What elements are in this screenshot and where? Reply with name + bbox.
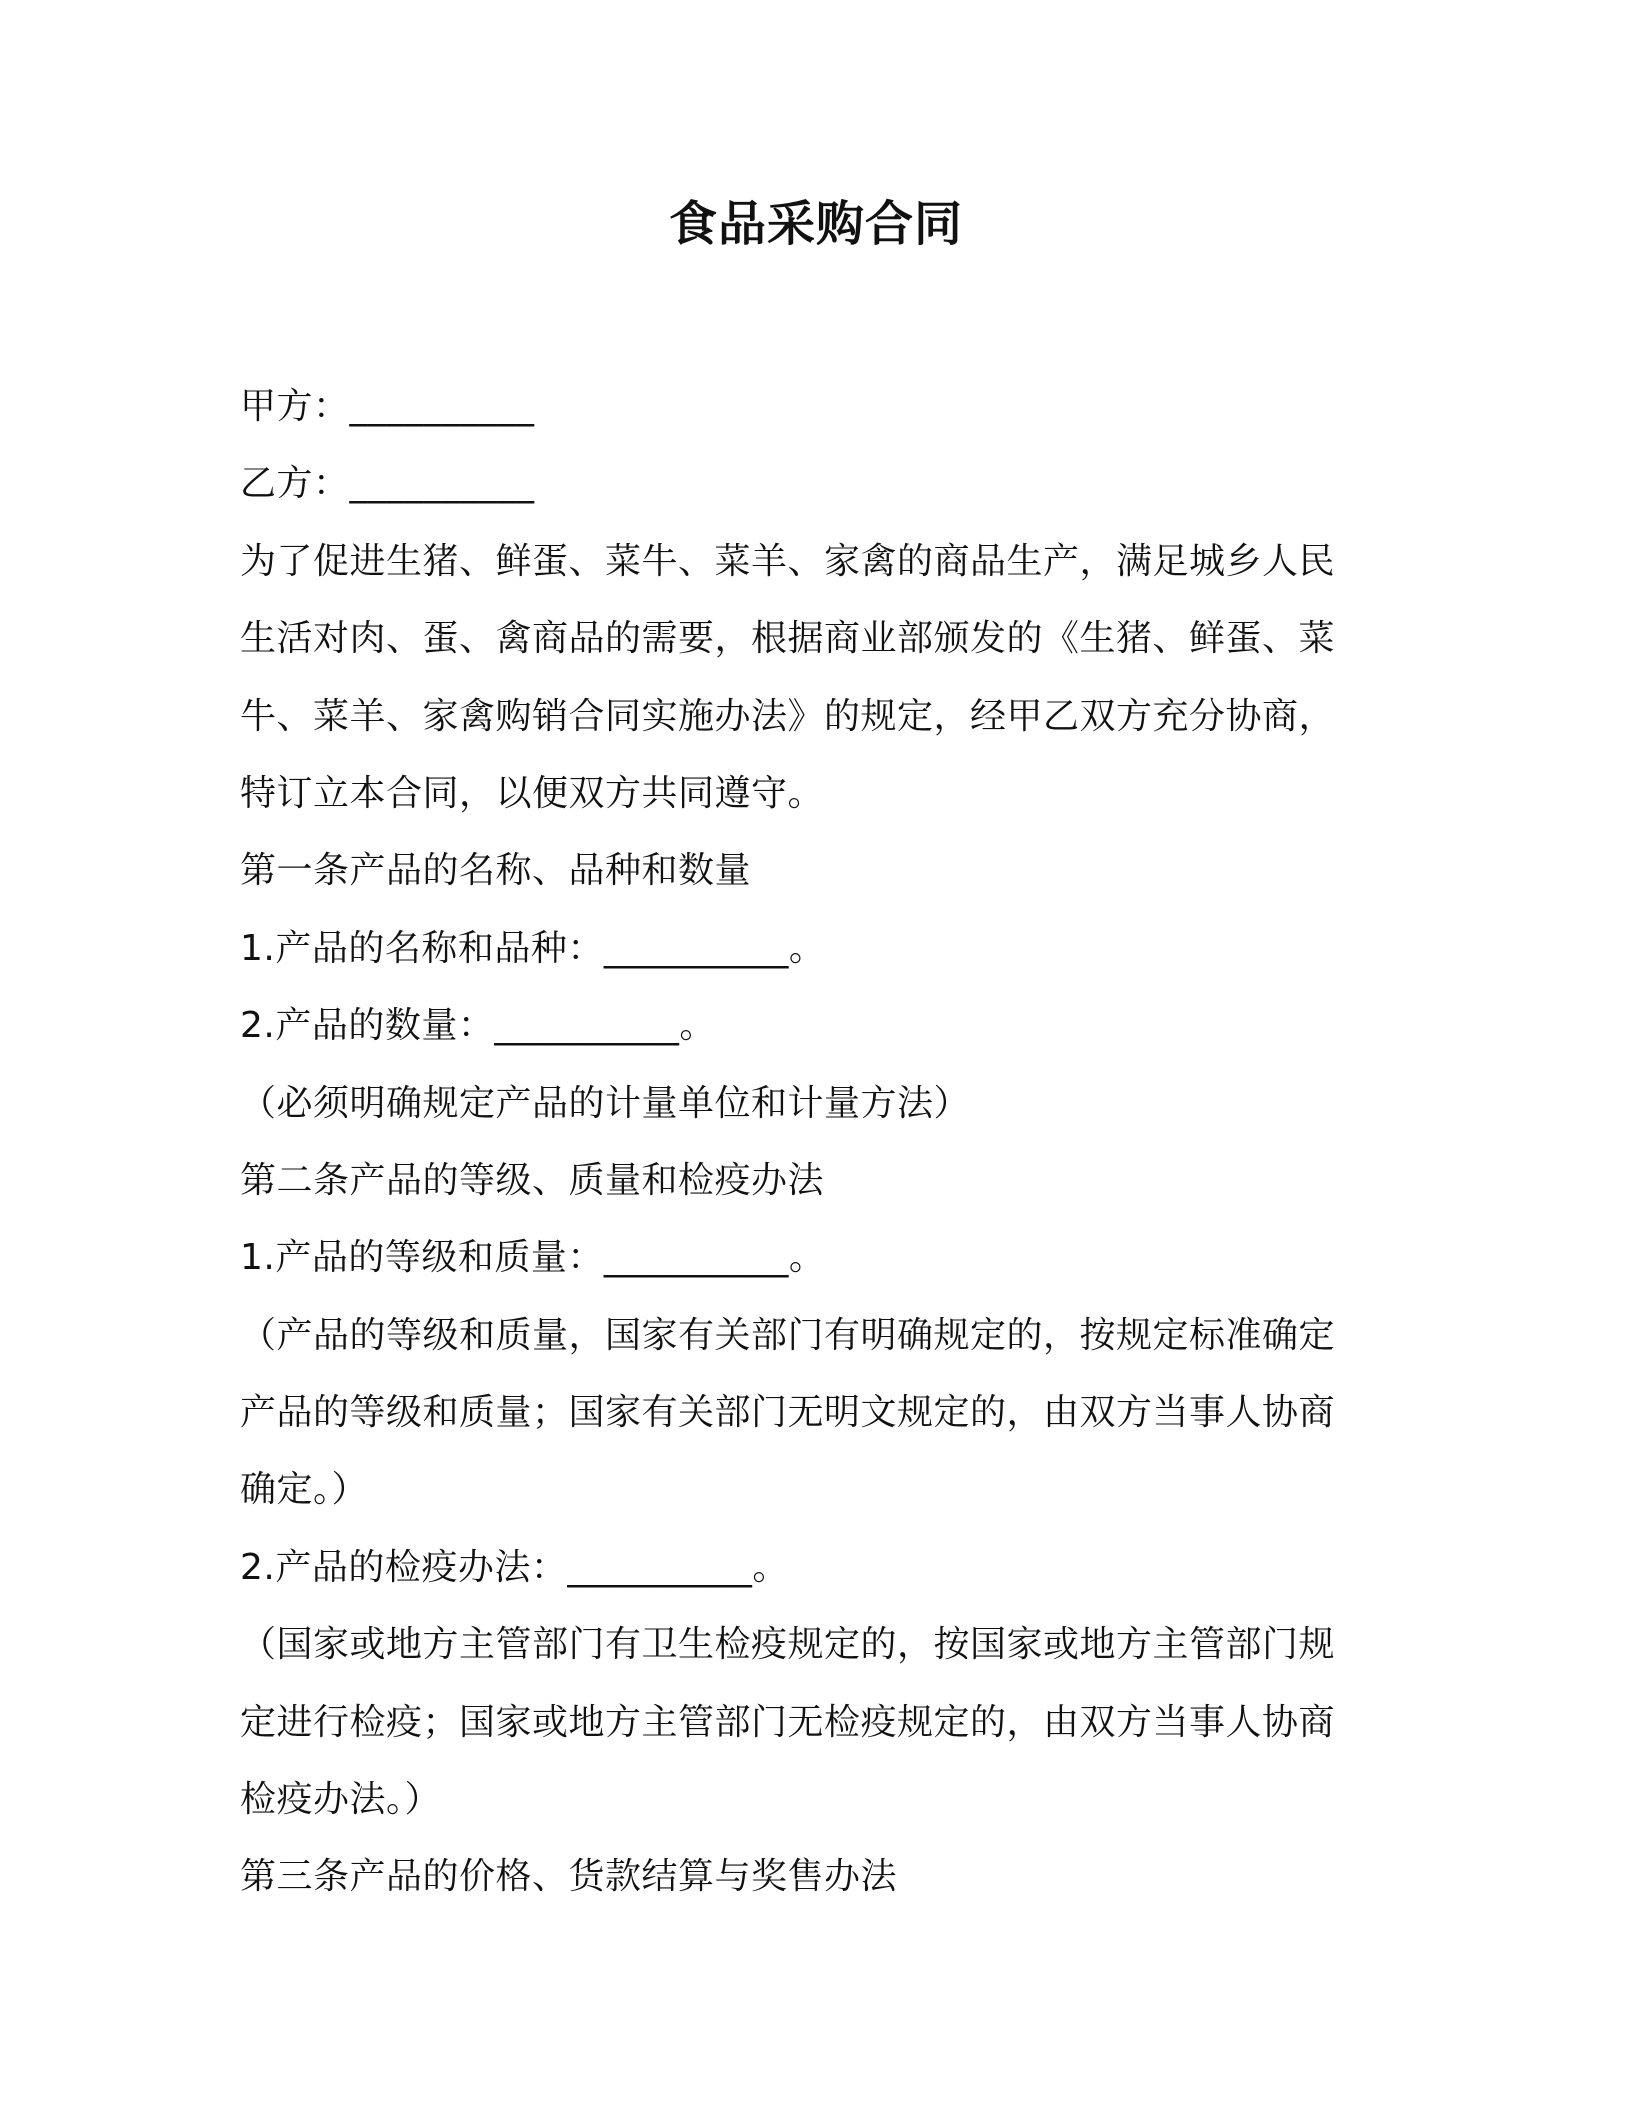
preamble-line-4: 特订立本合同，以便双方共同遵守。 [240, 772, 825, 814]
article-1-heading: 第一条产品的名称、品种和数量 [240, 850, 752, 892]
article-2-item-2: 2.产品的检疫办法：__________。 [240, 1546, 789, 1588]
party-a-line: 甲方：__________ [240, 386, 535, 427]
document-title: 食品采购合同 [668, 196, 963, 252]
article-1-note: （必须明确规定产品的计量单位和计量方法） [240, 1082, 971, 1124]
article-2-heading: 第二条产品的等级、质量和检疫办法 [240, 1159, 825, 1201]
article-2-note-2-line-1: （国家或地方主管部门有卫生检疫规定的，按国家或地方主管部门规 [240, 1624, 1336, 1666]
preamble-line-1: 为了促进生猪、鲜蛋、菜牛、菜羊、家禽的商品生产，满足城乡人民 [240, 540, 1336, 582]
article-1-item-1: 1.产品的名称和品种：__________。 [240, 927, 826, 969]
document-body [240, 368, 1360, 1916]
article-2-note-1-line-3: 确定。） [240, 1469, 369, 1511]
preamble-line-3: 牛、菜羊、家禽购销合同实施办法》的规定，经甲乙双方充分协商， [240, 695, 1336, 737]
article-3-heading: 第三条产品的价格、货款结算与奖售办法 [240, 1856, 898, 1898]
article-2-note-1-line-1: （产品的等级和质量，国家有关部门有明确规定的，按规定标准确定 [240, 1314, 1336, 1356]
preamble-line-2: 生活对肉、蛋、禽商品的需要，根据商业部颁发的《生猪、鲜蛋、菜 [240, 618, 1336, 660]
article-2-item-1: 1.产品的等级和质量：__________。 [240, 1237, 826, 1279]
article-2-note-2-line-3: 检疫办法。） [240, 1779, 442, 1821]
party-b-line: 乙方：__________ [240, 463, 535, 505]
article-1-item-2: 2.产品的数量：__________。 [240, 1005, 716, 1047]
article-2-note-1-line-2: 产品的等级和质量；国家有关部门无明文规定的，由双方当事人协商 [240, 1392, 1336, 1434]
article-2-note-2-line-2: 定进行检疫；国家或地方主管部门无检疫规定的，由双方当事人协商 [240, 1701, 1336, 1743]
